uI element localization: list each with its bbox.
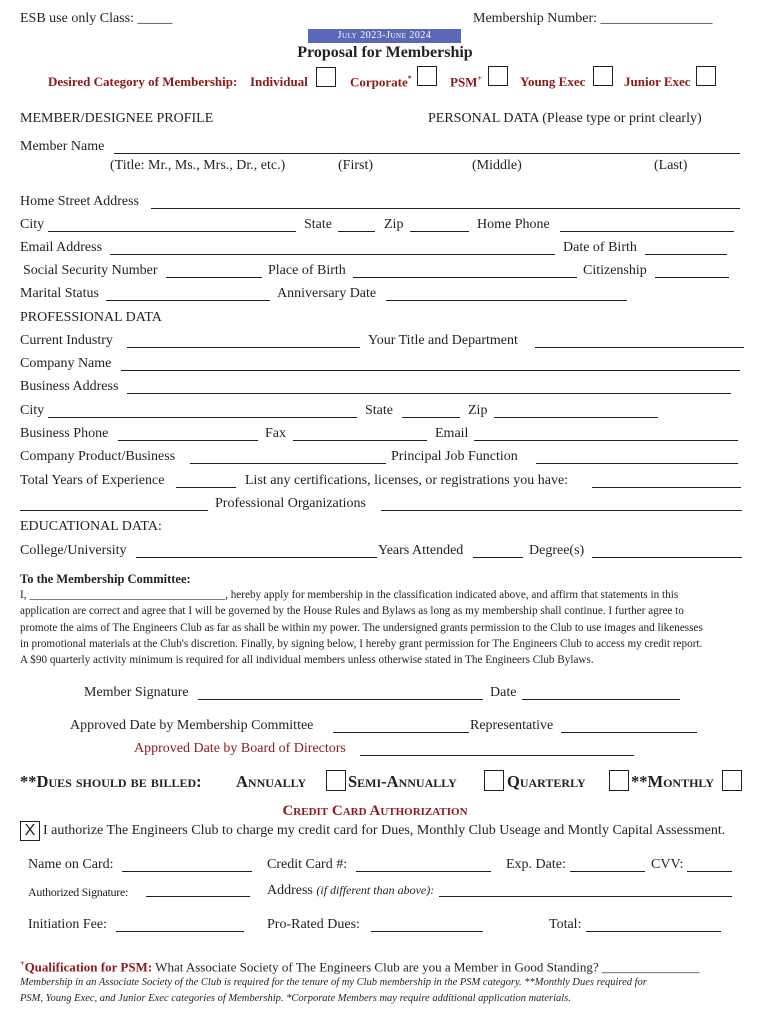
approved-committee-label: Approved Date by Membership Committee xyxy=(70,718,314,733)
exp-date-label: Exp. Date: xyxy=(506,857,566,872)
approved-board-label: Approved Date by Board of Directors xyxy=(134,741,346,756)
certifications-field[interactable] xyxy=(592,487,741,488)
home-zip-field[interactable] xyxy=(410,231,469,232)
billing-semi-annually-label: Semi-Annually xyxy=(348,772,457,791)
category-corporate-checkbox[interactable] xyxy=(417,66,437,86)
page-title: Proposal for Membership xyxy=(297,44,473,61)
business-state-label: State xyxy=(365,403,393,418)
business-email-field[interactable] xyxy=(474,440,738,441)
authorize-checkbox[interactable]: X xyxy=(20,821,40,841)
citizenship-field[interactable] xyxy=(655,277,729,278)
home-street-field[interactable] xyxy=(151,208,740,209)
name-on-card-label: Name on Card: xyxy=(28,857,114,872)
name-last-hint: (Last) xyxy=(654,158,688,173)
membership-number-label: Membership Number: ________________ xyxy=(473,11,713,26)
principal-job-label: Principal Job Function xyxy=(391,449,518,464)
approved-committee-field[interactable] xyxy=(333,732,469,733)
company-product-field[interactable] xyxy=(190,463,386,464)
home-phone-label: Home Phone xyxy=(477,217,550,232)
current-industry-field[interactable] xyxy=(127,347,360,348)
category-young-exec-checkbox[interactable] xyxy=(593,66,613,86)
educational-data-heading: EDUCATIONAL DATA: xyxy=(20,519,162,534)
exp-date-field[interactable] xyxy=(570,871,645,872)
committee-line: I, ___________________________________, hereby apply for membership in the classification indicated above, and affirm that statements in this xyxy=(20,589,679,601)
business-state-field[interactable] xyxy=(402,417,460,418)
years-attended-label: Years Attended xyxy=(378,543,464,558)
committee-line: promote the aims of The Engineers Club as far as shall be within my power. The undersigned grants permission to the Club to use images and likenesses xyxy=(20,621,703,634)
approved-board-field[interactable] xyxy=(360,755,634,756)
business-address-label: Business Address xyxy=(20,379,119,394)
degree-label: Degree(s) xyxy=(529,543,585,558)
committee-line: A $90 quarterly activity minimum is required for all individual members unless otherwise stated in The Engineers Club Bylaws. xyxy=(20,654,594,667)
business-address-field[interactable] xyxy=(127,393,731,394)
business-phone-field[interactable] xyxy=(118,440,258,441)
ssn-label: Social Security Number xyxy=(23,263,158,278)
college-label: College/University xyxy=(20,543,127,558)
representative-field[interactable] xyxy=(561,732,697,733)
category-individual-checkbox[interactable] xyxy=(316,67,336,87)
home-state-field[interactable] xyxy=(338,231,375,232)
category-young-exec-label: Young Exec xyxy=(520,74,586,89)
billing-quarterly-checkbox[interactable] xyxy=(609,770,629,791)
years-experience-label: Total Years of Experience xyxy=(20,473,165,488)
footer-note-line: PSM, Young Exec, and Junior Exec categories of Membership. *Corporate Members may require additional application materials. xyxy=(20,992,571,1004)
billing-quarterly-label: Quarterly xyxy=(507,772,586,791)
fax-field[interactable] xyxy=(293,440,427,441)
category-junior-exec-checkbox[interactable] xyxy=(696,66,716,86)
representative-label: Representative xyxy=(470,718,554,733)
member-profile-heading: MEMBER/DESIGNEE PROFILE xyxy=(20,111,214,126)
member-signature-field[interactable] xyxy=(198,699,483,700)
years-experience-field[interactable] xyxy=(176,487,236,488)
citizenship-label: Citizenship xyxy=(583,263,647,278)
billing-address-label: Address (if different than above): xyxy=(267,883,435,898)
professional-orgs-label: Professional Organizations xyxy=(215,496,366,511)
member-name-label: Member Name xyxy=(20,139,105,154)
dob-label: Date of Birth xyxy=(563,240,637,255)
name-title-hint: (Title: Mr., Ms., Mrs., Dr., etc.) xyxy=(110,158,286,173)
billing-monthly-checkbox[interactable] xyxy=(722,770,742,791)
signature-date-label: Date xyxy=(490,685,517,700)
marital-status-label: Marital Status xyxy=(20,286,99,301)
committee-statement xyxy=(20,587,750,668)
total-label: Total: xyxy=(549,917,582,932)
degree-field[interactable] xyxy=(592,557,742,558)
business-phone-label: Business Phone xyxy=(20,426,109,441)
category-label: Desired Category of Membership: xyxy=(48,74,238,89)
ssn-field[interactable] xyxy=(166,277,262,278)
category-psm-checkbox[interactable] xyxy=(488,66,508,86)
professional-orgs-field[interactable] xyxy=(381,510,742,511)
place-of-birth-field[interactable] xyxy=(353,277,577,278)
billing-annually-label: Annually xyxy=(236,772,307,791)
authorized-signature-label: Authorized Signature: xyxy=(28,885,129,899)
footer-notes xyxy=(20,975,750,1006)
home-street-label: Home Street Address xyxy=(20,194,139,209)
credit-card-heading: Credit Card Authorization xyxy=(282,803,468,819)
business-email-label: Email xyxy=(435,426,469,441)
initiation-fee-field[interactable] xyxy=(116,931,244,932)
certifications-field-continued[interactable] xyxy=(20,510,208,511)
company-name-field[interactable] xyxy=(121,370,740,371)
committee-heading: To the Membership Committee: xyxy=(20,572,191,586)
business-city-label: City xyxy=(20,403,45,418)
category-junior-exec-label: Junior Exec xyxy=(624,74,691,89)
business-zip-field[interactable] xyxy=(494,417,658,418)
category-corporate-label: Corporate* xyxy=(350,74,412,90)
fax-label: Fax xyxy=(265,426,286,441)
member-signature-label: Member Signature xyxy=(84,685,189,700)
committee-line: application are correct and agree that I will be governed by the House Rules and Bylaws as long as my membership shall continue. I further agree to xyxy=(20,605,684,618)
name-on-card-field[interactable] xyxy=(122,871,252,872)
place-of-birth-label: Place of Birth xyxy=(268,263,346,278)
principal-job-field[interactable] xyxy=(536,463,738,464)
current-industry-label: Current Industry xyxy=(20,333,113,348)
psm-qualification: +Qualification for PSM: What Associate Society of The Engineers Club are you a Member in Good Standing? _______________ xyxy=(20,959,700,975)
title-department-field[interactable] xyxy=(535,347,744,348)
home-state-label: State xyxy=(304,217,332,232)
date-range-badge: July 2023-June 2024 xyxy=(308,29,461,43)
billing-semi-annually-checkbox[interactable] xyxy=(484,770,504,791)
company-product-label: Company Product/Business xyxy=(20,449,176,464)
anniversary-field[interactable] xyxy=(386,300,627,301)
authorize-text: I authorize The Engineers Club to charge my credit card for Dues, Monthly Club Useage and Montly Capital Assessment. xyxy=(43,823,726,838)
home-zip-label: Zip xyxy=(384,217,404,232)
home-city-field[interactable] xyxy=(48,231,296,232)
dob-field[interactable] xyxy=(645,254,727,255)
years-attended-field[interactable] xyxy=(473,557,523,558)
esb-class-label: ESB use only Class: _____ xyxy=(20,11,173,26)
total-field[interactable] xyxy=(586,931,721,932)
member-name-field[interactable] xyxy=(114,153,740,154)
home-phone-field[interactable] xyxy=(560,231,734,232)
category-psm-label: PSM+ xyxy=(450,74,483,90)
name-middle-hint: (Middle) xyxy=(472,158,522,173)
initiation-fee-label: Initiation Fee: xyxy=(28,917,107,932)
prorated-dues-label: Pro-Rated Dues: xyxy=(267,917,360,932)
committee-line: in promotional materials at the Club's discretion. Finally, by signing below, I hereby grant permission for The Engineers Club to access my credit report. xyxy=(20,637,703,650)
college-field[interactable] xyxy=(136,557,377,558)
email-address-field[interactable] xyxy=(110,254,555,255)
business-zip-label: Zip xyxy=(468,403,488,418)
email-address-label: Email Address xyxy=(20,240,103,255)
signature-date-field[interactable] xyxy=(522,699,680,700)
marital-status-field[interactable] xyxy=(106,300,270,301)
billing-address-field[interactable] xyxy=(439,896,732,897)
home-city-label: City xyxy=(20,217,45,232)
personal-data-heading: PERSONAL DATA (Please type or print clearly) xyxy=(428,111,702,126)
billing-monthly-label: **Monthly xyxy=(631,772,714,791)
category-individual-label: Individual xyxy=(250,74,308,89)
billing-label: **Dues should be billed: xyxy=(20,772,202,791)
business-city-field[interactable] xyxy=(48,417,357,418)
card-number-label: Credit Card #: xyxy=(267,857,348,872)
professional-data-heading: PROFESSIONAL DATA xyxy=(20,310,162,325)
billing-annually-checkbox[interactable] xyxy=(326,770,346,791)
title-department-label: Your Title and Department xyxy=(368,333,518,348)
authorized-signature-field[interactable] xyxy=(146,896,250,897)
footer-note-line: Membership in an Associate Society of the Club is required for the tenure of my Club membership in the PSM category. **Monthly Dues required for xyxy=(20,977,647,988)
name-first-hint: (First) xyxy=(338,158,373,173)
anniversary-label: Anniversary Date xyxy=(277,286,377,301)
certifications-label: List any certifications, licenses, or registrations you have: xyxy=(245,473,569,488)
prorated-dues-field[interactable] xyxy=(371,931,483,932)
card-number-field[interactable] xyxy=(356,871,491,872)
cvv-label: CVV: xyxy=(651,857,684,872)
company-name-label: Company Name xyxy=(20,356,112,371)
cvv-field[interactable] xyxy=(687,871,732,872)
